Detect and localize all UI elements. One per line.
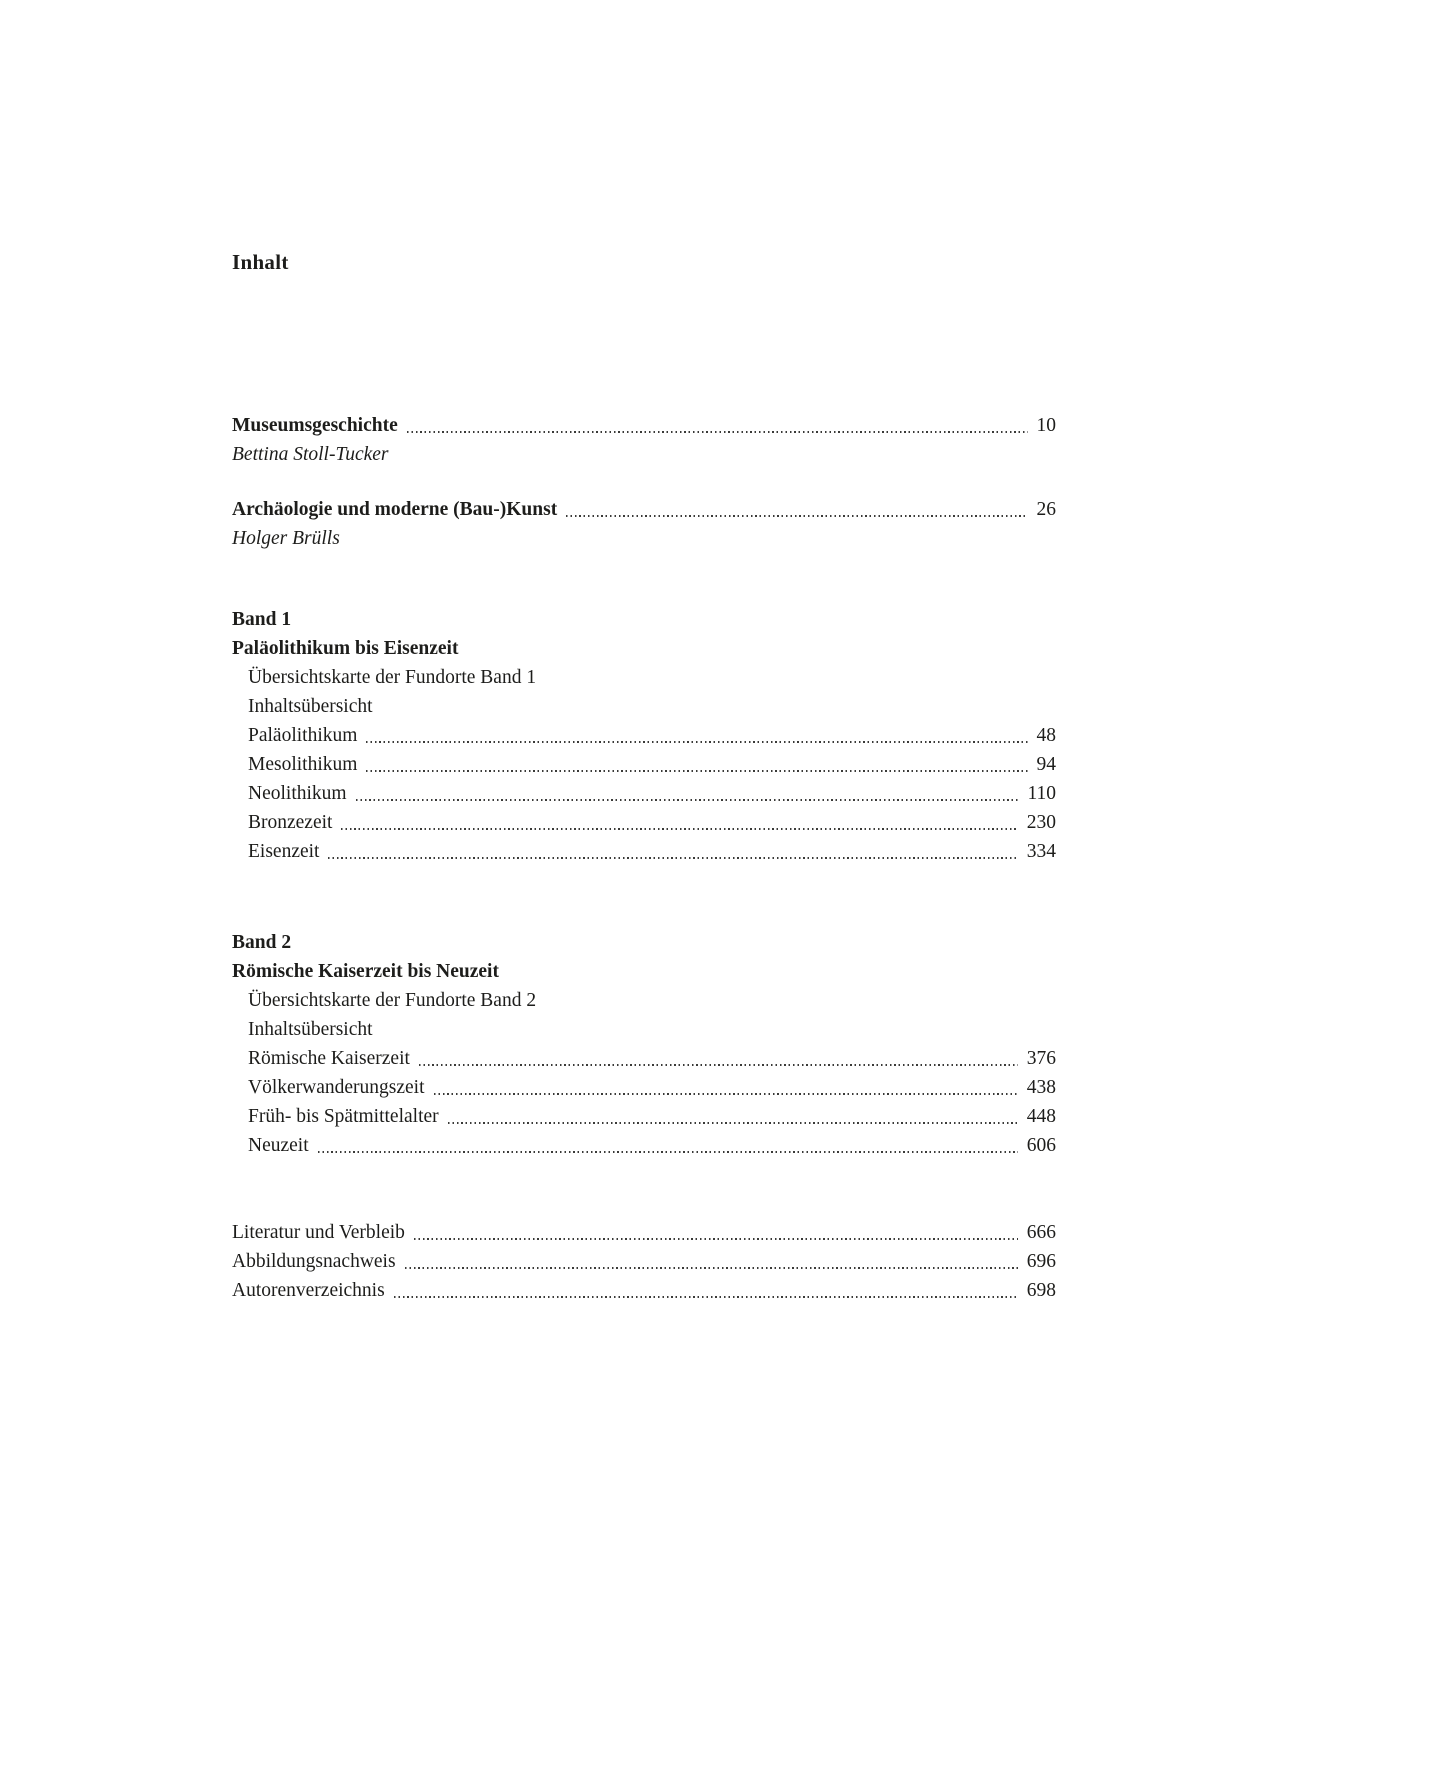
toc-entry-museumsgeschichte <box>232 411 1056 469</box>
toc-entry-page: 448 <box>1026 1106 1056 1127</box>
toc-entry-page: 606 <box>1026 1135 1056 1156</box>
dotted-leader <box>318 1151 1018 1153</box>
toc-entry-archaeologie <box>232 495 1056 553</box>
dotted-leader <box>419 1064 1018 1066</box>
toc-row <box>232 1218 1056 1247</box>
band2-heading: Band 2 <box>232 932 292 953</box>
toc-row <box>232 411 1056 440</box>
toc-row <box>232 1247 1056 1276</box>
dotted-leader <box>407 431 1028 433</box>
toc-entry-page: 438 <box>1026 1077 1056 1098</box>
dotted-leader <box>341 828 1017 830</box>
dotted-leader <box>434 1093 1018 1095</box>
toc-row <box>232 808 1056 837</box>
band1-heading-row <box>232 605 1056 634</box>
toc-entry-title: Abbildungsnachweis <box>232 1251 396 1272</box>
dotted-leader <box>448 1122 1018 1124</box>
toc-entry-author: Holger Brülls <box>232 528 340 549</box>
toc-entry-title: Früh- bis Spätmittelalter <box>248 1106 439 1127</box>
toc-entry-title: Neuzeit <box>248 1135 309 1156</box>
toc-entry-title: Inhaltsübersicht <box>248 1019 373 1040</box>
toc-entry-page: 698 <box>1026 1280 1056 1301</box>
toc-entry-title: Archäologie und moderne (Bau-)Kunst <box>232 499 558 520</box>
back-matter-section <box>232 1218 1056 1305</box>
toc-row <box>232 721 1056 750</box>
toc-entry-title: Autorenverzeichnis <box>232 1280 385 1301</box>
toc-row <box>232 779 1056 808</box>
dotted-leader <box>328 857 1017 859</box>
toc-row <box>232 1073 1056 1102</box>
band1-subheading-row <box>232 634 1056 663</box>
toc-entry-title: Paläolithikum <box>248 725 358 746</box>
toc-row <box>232 1131 1056 1160</box>
toc-entry-page: 696 <box>1026 1251 1056 1272</box>
toc-row <box>232 692 1056 721</box>
toc-entry-title: Übersichtskarte der Fundorte Band 2 <box>248 990 537 1011</box>
toc-entry-page: 48 <box>1036 725 1056 746</box>
toc-entry-title: Eisenzeit <box>248 841 320 862</box>
dotted-leader <box>366 770 1027 772</box>
toc-entry-title: Inhaltsübersicht <box>248 696 373 717</box>
dotted-leader <box>394 1296 1018 1298</box>
band2-heading-row <box>232 928 1056 957</box>
toc-entry-title: Museumsgeschichte <box>232 415 398 436</box>
toc-entry-page: 94 <box>1036 754 1056 775</box>
band1-subheading: Paläolithikum bis Eisenzeit <box>232 638 459 659</box>
toc-entry-page: 110 <box>1027 783 1056 804</box>
dotted-leader <box>366 741 1027 743</box>
dotted-leader <box>414 1238 1018 1240</box>
toc-entry-page: 10 <box>1036 415 1056 436</box>
toc-entry-title: Römische Kaiserzeit <box>248 1048 410 1069</box>
toc-entry-title: Übersichtskarte der Fundorte Band 1 <box>248 667 537 688</box>
band2-subheading: Römische Kaiserzeit bis Neuzeit <box>232 961 499 982</box>
toc-row <box>232 750 1056 779</box>
toc-row <box>232 837 1056 866</box>
dotted-leader <box>356 799 1019 801</box>
band1-heading: Band 1 <box>232 609 292 630</box>
band2-items <box>232 986 1056 1160</box>
band1-section <box>232 605 1056 866</box>
dotted-leader <box>405 1267 1018 1269</box>
toc-row <box>232 495 1056 524</box>
toc-entry-title: Völkerwanderungszeit <box>248 1077 425 1098</box>
dotted-leader <box>566 515 1027 517</box>
toc-entry-page: 334 <box>1026 841 1056 862</box>
toc-row <box>232 1102 1056 1131</box>
toc-entry-page: 230 <box>1026 812 1056 833</box>
toc-entry-page: 666 <box>1026 1222 1056 1243</box>
toc-entry-title: Literatur und Verbleib <box>232 1222 405 1243</box>
toc-row <box>232 1276 1056 1305</box>
toc-row <box>232 1044 1056 1073</box>
toc-row <box>232 986 1056 1015</box>
band2-section <box>232 928 1056 1160</box>
toc-row <box>232 663 1056 692</box>
toc-content <box>232 250 1056 1305</box>
toc-entry-page: 376 <box>1026 1048 1056 1069</box>
page-title: Inhalt <box>232 250 289 274</box>
toc-entry-title: Bronzezeit <box>248 812 333 833</box>
band1-items <box>232 663 1056 866</box>
toc-entry-title: Neolithikum <box>248 783 347 804</box>
toc-row <box>232 1015 1056 1044</box>
toc-entry-title: Mesolithikum <box>248 754 358 775</box>
band2-subheading-row <box>232 957 1056 986</box>
toc-entry-page: 26 <box>1036 499 1056 520</box>
toc-entry-author: Bettina Stoll-Tucker <box>232 444 389 465</box>
